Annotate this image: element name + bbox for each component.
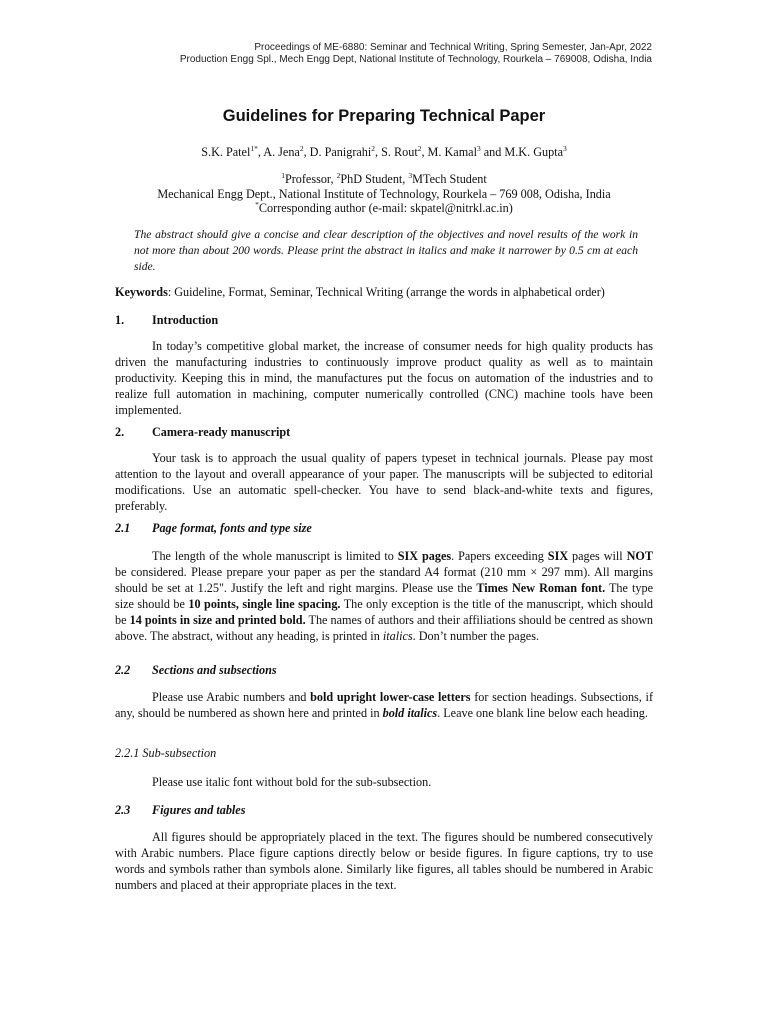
- bold-run: SIX pages: [397, 549, 452, 563]
- author-sep: and: [480, 145, 505, 159]
- text-run: The only exception is the title of the manuscript, which should be: [115, 597, 653, 628]
- affiliation-roles: [0, 172, 768, 187]
- paragraph-sections: [115, 689, 653, 721]
- paper-title: Guidelines for Preparing Technical Paper: [222, 107, 546, 125]
- text-run: The names of authors and their affiliations should be centred as shown above. The abstract, without any heading, is printed in: [115, 613, 654, 644]
- section-heading-introduction: [115, 313, 218, 328]
- bold-run: bold upright lower-case letters: [310, 690, 471, 704]
- author-sup: 3: [563, 143, 567, 153]
- paragraph-figures: All figures should be appropriately placed in the text. The figures should be numbered consecutively with Arabic numbers. Place figure captions directly below or beside figures. In figure captions, try to use words and symbols rather than symbols alone. Similarly like figures, all tables should be numbered in Arabic numbers and placed at their appropriate places in the text.: [115, 830, 653, 893]
- subsection-number: 2.1: [115, 521, 131, 535]
- subsection-heading-sections: [115, 663, 277, 678]
- abstract: The abstract should give a concise and clear description of the objectives and novel results of the work in not more than about 200 words. Please print the abstract in italics and make it narrower by 0.5 cm at each side.: [134, 228, 638, 274]
- author-name: S. Rout: [381, 145, 418, 159]
- bold-run: 10 points, single line spacing.: [188, 597, 341, 612]
- text-run: pages will: [568, 549, 627, 563]
- subsection-number: 2.3: [115, 803, 131, 817]
- subsection-title: Figures and tables: [152, 803, 246, 817]
- corr-sup: *: [255, 199, 259, 209]
- author-name: S.K. Patel: [201, 145, 251, 159]
- section-heading-camera-ready: [115, 425, 290, 440]
- role-sup: 1: [281, 170, 285, 180]
- text-run: . Don’t number the pages.: [412, 629, 540, 644]
- text-run: The length of the whole manuscript is limited to: [152, 549, 398, 563]
- paragraph-introduction: In today’s competitive global market, the increase of consumer needs for high quality products has driven the manufacturing industries to continuously improve product quality as well as to maintain productivity. Keeping this in mind, the manufactures put the focus on automation of the industries and to realize full automation in machining, computer numerically controlled (CNC) machine tools have been implemented.: [115, 339, 653, 418]
- bold-run: NOT: [626, 549, 653, 563]
- author-name: D. Panigrahi: [309, 145, 372, 159]
- italic-run: italics: [382, 629, 413, 644]
- author-name: M.K. Gupta: [504, 145, 563, 159]
- subsection-number: 2.2: [115, 663, 131, 677]
- paragraph-camera-ready: Your task is to approach the usual quality of papers typeset in technical journals. Please pay most attention to the layout and overall appearance of your paper. The manuscripts will be subjected to editorial modifications. Use an automatic spell-checker. You have to send black-and-white texts and figures, preferably.: [115, 451, 653, 514]
- keywords-label: Keywords: [115, 285, 168, 299]
- corr-text: Corresponding author (e-mail: skpatel@nitrkl.ac.in): [258, 201, 513, 215]
- author-sep: ,: [303, 145, 310, 159]
- text-run: . Papers exceeding: [451, 549, 548, 563]
- keywords: [115, 285, 605, 300]
- subsection-heading-figures: [115, 803, 245, 818]
- author-sep: ,: [375, 145, 382, 159]
- author-name: M. Kamal: [427, 145, 477, 159]
- text-run: for section headings. Subsections, if any, should be numbered as shown here and printed in: [115, 690, 654, 721]
- subsection-heading-page-format: [115, 521, 312, 536]
- section-number: 2.: [115, 425, 125, 439]
- text-run: . Leave one blank line below each heading.: [437, 706, 648, 721]
- bold-run: Times New Roman font.: [476, 581, 606, 596]
- text-run: Please use Arabic numbers and: [152, 690, 311, 704]
- affiliation-dept: Mechanical Engg Dept., National Institute of Technology, Rourkela – 769 008, Odisha, India: [157, 187, 611, 201]
- subsubsection-heading: 2.2.1 Sub-subsection: [115, 746, 217, 760]
- author-sep: ,: [257, 145, 264, 159]
- role-text: Professor,: [284, 172, 337, 186]
- subsection-title: Page format, fonts and type size: [152, 521, 312, 535]
- author-list: [0, 145, 768, 160]
- corresponding-author: [0, 201, 768, 216]
- paragraph-subsubsection: Please use italic font without bold for the sub-subsection.: [152, 775, 432, 789]
- text-run: be considered. Please prepare your paper as per the standard A4 format (210 mm × 297 mm). All margins should be set at 1.25". Justify the left and right margins. Please use the: [115, 565, 653, 596]
- role-text: MTech Student: [412, 172, 487, 186]
- text-run: The type size should be: [115, 581, 653, 612]
- section-number: 1.: [115, 313, 125, 327]
- author-sep: ,: [421, 145, 428, 159]
- author-sup: 2: [417, 143, 422, 153]
- proceedings-header-line2: Production Engg Spl., Mech Engg Dept, National Institute of Technology, Rourkela – 769008, Odisha, India: [179, 54, 652, 65]
- section-title: Introduction: [152, 313, 219, 327]
- bold-italic-run: bold italics: [382, 706, 438, 721]
- author-sup: 1*: [250, 143, 258, 153]
- subsection-title: Sections and subsections: [152, 663, 277, 677]
- author-sup: 2: [299, 143, 304, 153]
- paragraph-page-format: [115, 548, 653, 645]
- author-sup: 2: [371, 143, 376, 153]
- bold-run: 14 points in size and printed bold.: [129, 613, 306, 628]
- proceedings-header-line1: Proceedings of ME-6880: Seminar and Technical Writing, Spring Semester, Jan-Apr, 2022: [254, 42, 652, 53]
- role-sup: 3: [408, 170, 413, 180]
- section-title: Camera-ready manuscript: [152, 425, 291, 439]
- author-name: A. Jena: [263, 145, 300, 159]
- bold-run: SIX: [547, 549, 569, 563]
- author-sup: 3: [476, 143, 481, 153]
- role-text: PhD Student,: [340, 172, 409, 186]
- keywords-text: : Guideline, Format, Seminar, Technical Writing (arrange the words in alphabetical order): [167, 285, 605, 299]
- role-sup: 2: [336, 170, 341, 180]
